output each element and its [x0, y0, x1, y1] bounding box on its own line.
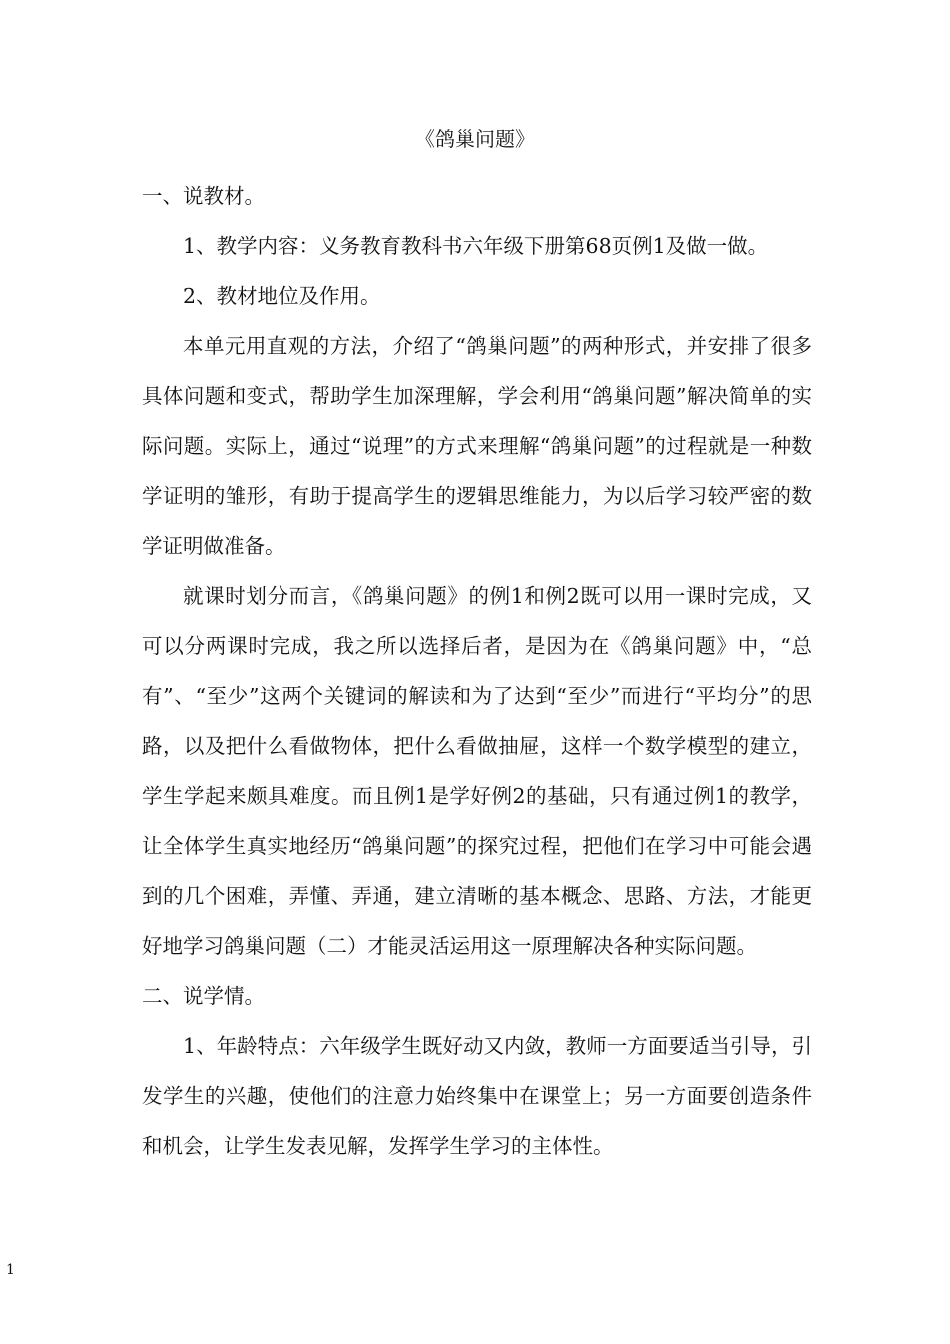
paragraph-lesson-division: 就课时划分而言，《鸽巢问题》的例1和例2既可以用一课时完成，又可以分两课时完成，我之所以选择后者，是因为在《鸽巢问题》中，“总有”、“至少”这两个关键词的解读和为了达到“至少”而进行“平均分”的思路，以及把什么看做物体，把什么看做抽屉，这样一个数学模型的建立，学生学起来颇具难度。而且例1是学好例2的基础，只有通过例1的教学，让全体学生真实地经历“鸽巢问题”的探究过程，把他们在学习中可能会遇到的几个困难，弄懂、弄通，建立清晰的基本概念、思路、方法，才能更好地学习鸽巢问题（二）才能灵活运用这一原理解决各种实际问题。: [142, 584, 812, 958]
page-number: 1: [6, 1262, 15, 1278]
age-characteristics-item: 1、年龄特点：六年级学生既好动又内敛，教师一方面要适当引导，引发学生的兴趣，使他们的注意力始终集中在课堂上；另一方面要创造条件和机会，让学生发表见解，发挥学生学习的主体性。: [142, 1034, 812, 1158]
teaching-content-item: 1、教学内容：义务教育教科书六年级下册第68页例1及做一做。: [183, 234, 769, 258]
section-heading-students: 二、说学情。: [142, 984, 265, 1008]
textbook-role-item: 2、教材地位及作用。: [183, 284, 381, 308]
paragraph-unit-overview: 本单元用直观的方法，介绍了“鸽巢问题”的两种形式，并安排了很多具体问题和变式，帮助学生加深理解，学会利用“鸽巢问题”解决简单的实际问题。实际上，通过“说理”的方式来理解“鸽巢问题”的过程就是一种数学证明的雏形，有助于提高学生的逻辑思维能力，为以后学习较严密的数学证明做准备。: [142, 334, 812, 558]
document-title: 《鸽巢问题》: [415, 127, 535, 151]
section-heading-textbook: 一、说教材。: [142, 184, 265, 208]
document-body: [142, 171, 812, 1171]
